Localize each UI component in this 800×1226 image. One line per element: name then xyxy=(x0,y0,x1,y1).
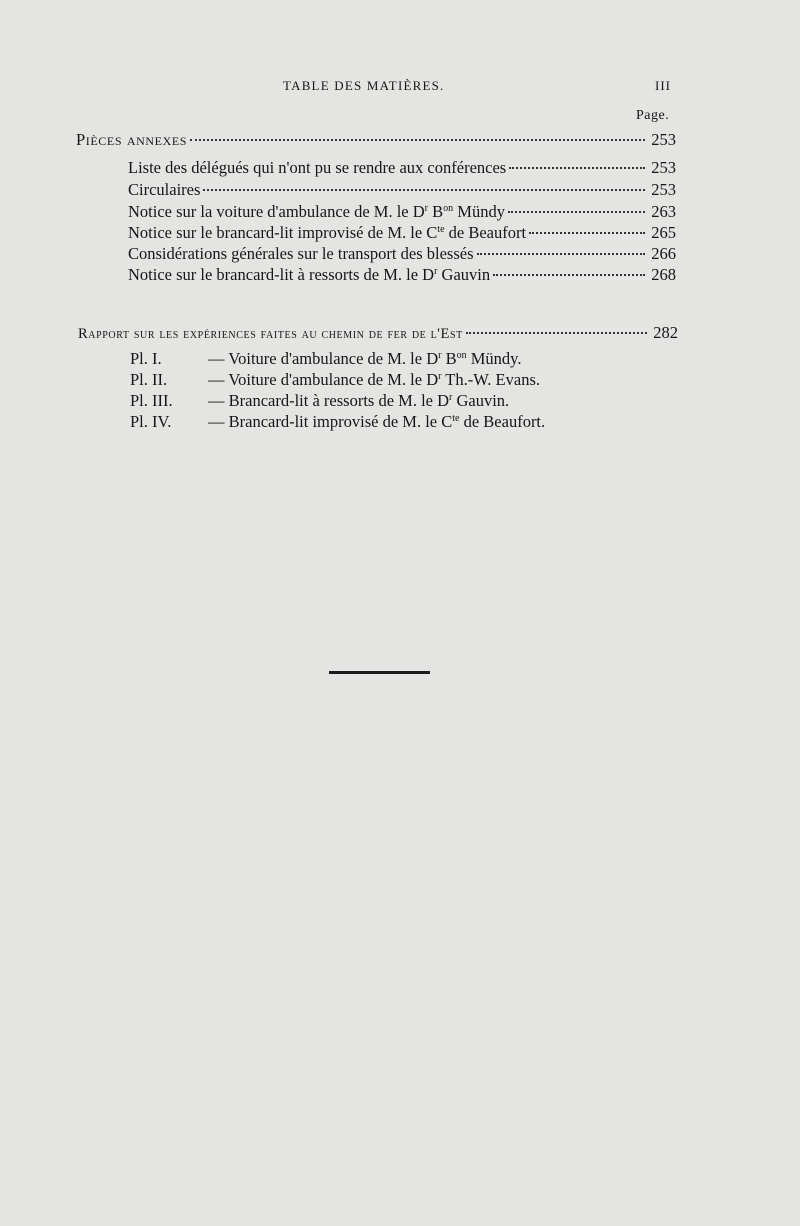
plate-entry xyxy=(130,349,521,371)
toc-entry-text: Circulaires xyxy=(128,180,201,199)
running-head xyxy=(0,78,800,98)
plate-label: Pl. IV. xyxy=(130,412,172,431)
toc-entry xyxy=(128,223,676,245)
toc-entry-text: Considérations générales sur le transport des blessés xyxy=(128,244,474,263)
toc-page-number: 266 xyxy=(651,244,676,263)
plate-entry xyxy=(130,391,509,413)
toc-page-number: 282 xyxy=(653,323,678,342)
dot-leader xyxy=(529,232,645,234)
dot-leader xyxy=(203,189,645,191)
dot-leader xyxy=(508,211,645,213)
toc-page-number: 265 xyxy=(651,223,676,242)
plate-label: Pl. II. xyxy=(130,370,168,389)
toc-entry-text: Notice sur le brancard-lit à ressorts de M. le $D^r$ Gauvin xyxy=(128,265,491,284)
toc-section-title: Pièces annexes xyxy=(76,130,188,149)
plate-text: — Voiture d'ambulance de M. le $D^r$ $B^{on}$ Mündy. xyxy=(208,349,522,368)
page-column-label: Page. xyxy=(636,108,670,123)
dot-leader xyxy=(509,167,645,169)
toc-entry-text: Notice sur le brancard-lit improvisé de M. le $C^{te}$ de Beaufort xyxy=(128,223,527,242)
dot-leader xyxy=(477,253,645,255)
page-number: III xyxy=(655,78,671,93)
toc-section-rapport xyxy=(78,323,678,345)
plate-text: — Brancard-lit improvisé de M. le $C^{te}$ de Beaufort. xyxy=(208,412,546,431)
plate-label: Pl. III. xyxy=(130,391,173,410)
toc-entry xyxy=(128,180,676,202)
plate-entry xyxy=(130,370,540,392)
dot-leader xyxy=(190,139,645,141)
toc-page-number: 268 xyxy=(651,265,676,284)
toc-page-number: 253 xyxy=(651,158,676,177)
end-rule xyxy=(329,671,430,674)
toc-page-number: 253 xyxy=(651,180,676,199)
toc-entry-text: Liste des délégués qui n'ont pu se rendre aux conférences xyxy=(128,158,507,177)
toc-entry xyxy=(128,202,676,224)
plate-text: — Voiture d'ambulance de M. le $D^r$ Th.-W. Evans. xyxy=(208,370,540,389)
toc-page-number: 263 xyxy=(651,202,676,221)
plate-text: — Brancard-lit à ressorts de M. le $D^r$ Gauvin. xyxy=(208,391,510,410)
toc-entry xyxy=(128,158,676,180)
toc-section-title: Rapport sur les expériences faites au chemin de fer de l'Est xyxy=(78,326,463,342)
toc-entry-text: Notice sur la voiture d'ambulance de M. le $D^r$ $B^{on}$ Mündy xyxy=(128,202,505,221)
dot-leader xyxy=(466,332,647,334)
plate-entry xyxy=(130,412,545,434)
toc-entry xyxy=(128,244,676,266)
toc-page-number: 253 xyxy=(651,130,676,149)
toc-entry xyxy=(128,265,676,287)
running-title: TABLE DES MATIÈRES. xyxy=(283,78,445,93)
toc-section-annexes xyxy=(76,130,676,152)
dot-leader xyxy=(493,274,645,276)
plate-label: Pl. I. xyxy=(130,349,162,368)
